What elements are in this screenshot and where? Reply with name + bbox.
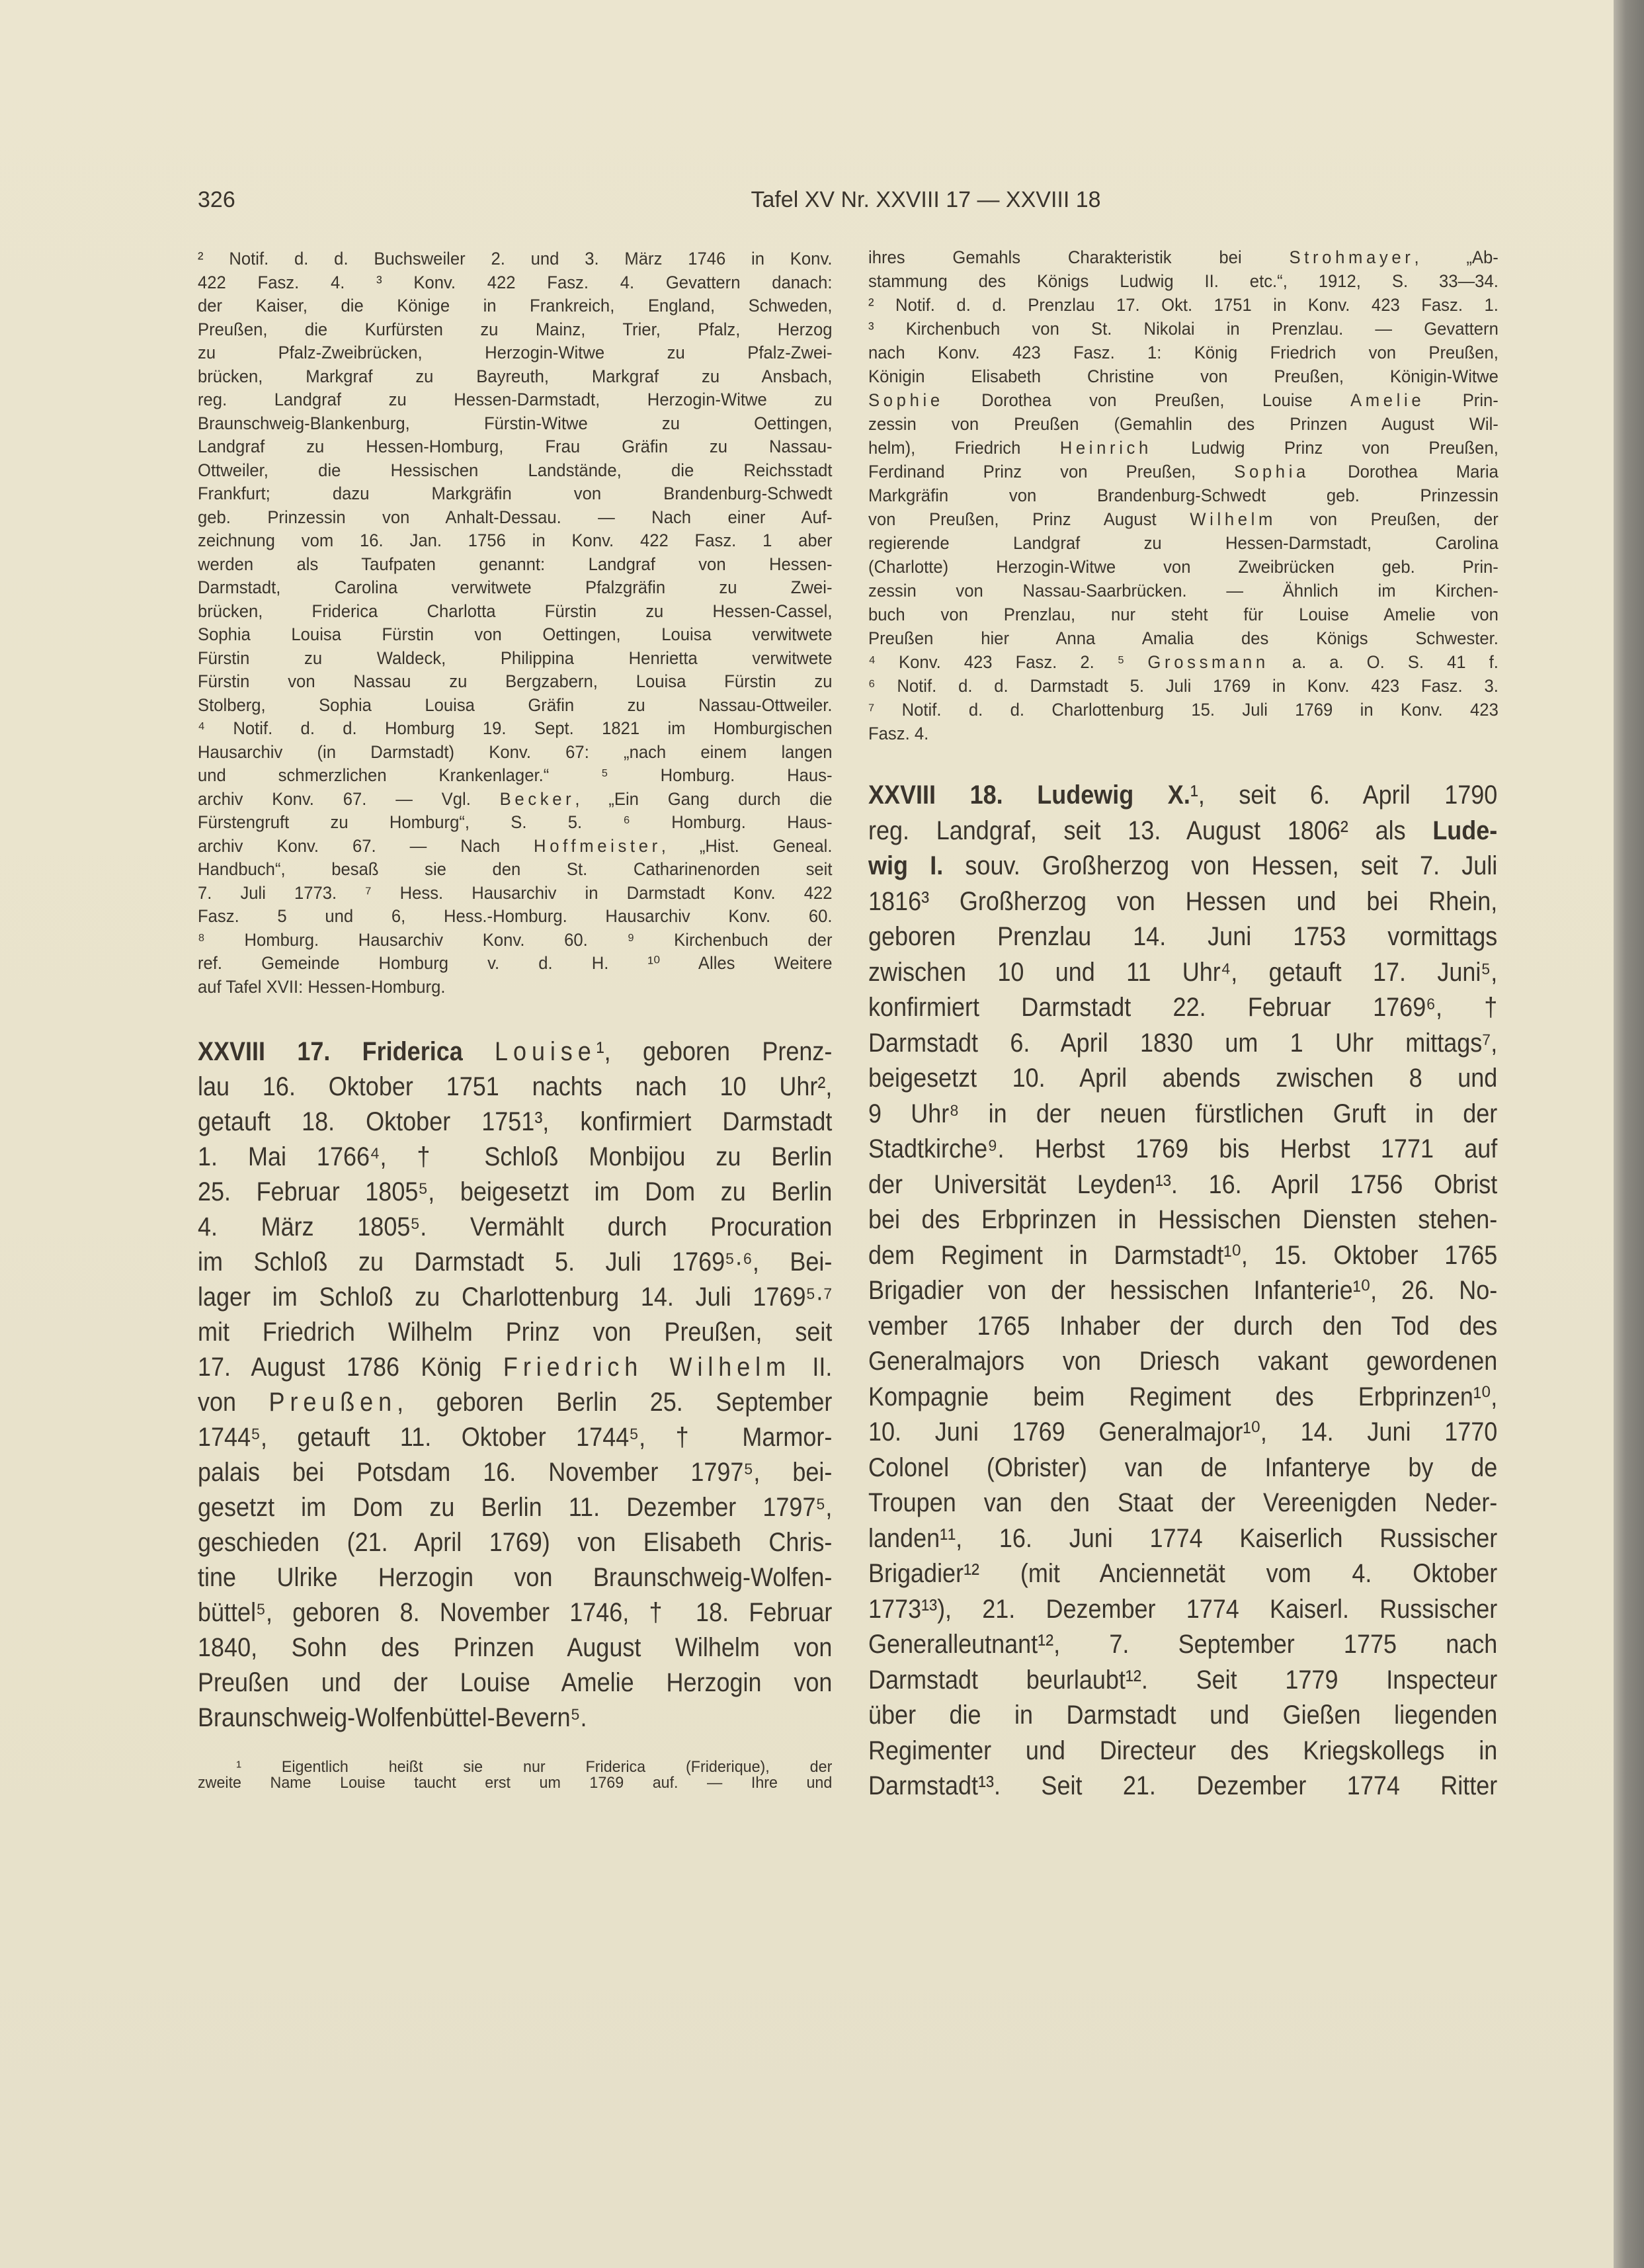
text-line: regierende Landgraf zu Hessen-Darmstadt, Carolina — [868, 533, 1499, 553]
text-run: ¹, geboren Prenz- — [596, 1037, 833, 1066]
text-line: Darmstadt, Carolina verwitwete Pfalzgräfin zu Zwei- — [198, 577, 833, 597]
entry-xxviii-17-footnote — [198, 1759, 852, 1791]
text-line — [868, 650, 1499, 674]
text-line: ² Notif. d. d. Prenzlau 17. Okt. 1751 in Konv. 423 Fasz. 1. — [868, 295, 1499, 315]
text-line — [868, 388, 1499, 412]
text-line: getauft 18. Oktober 1751³, konfirmiert Darmstadt — [198, 1107, 833, 1136]
text-line: Brigadier von der hessischen Infanterie¹⁰, 26. No- — [868, 1276, 1498, 1305]
text-line: zessin von Preußen (Gemahlin des Prinzen August Wil- — [868, 414, 1499, 434]
text-line — [868, 436, 1499, 460]
text-line: Stadtkirche⁹. Herbst 1769 bis Herbst 1771 auf — [868, 1134, 1498, 1163]
text-line — [868, 245, 1499, 269]
text-line: Colonel (Obrister) van de Infanterye by de — [868, 1452, 1498, 1482]
text-line: Hausarchiv (in Darmstadt) Konv. 67: „nach einem langen — [198, 741, 833, 762]
text-line: Preußen, die Kurfürsten zu Mainz, Trier, Pfalz, Herzog — [198, 319, 833, 339]
text-line: Handbuch“, besaß sie den St. Catharinenorden seit — [198, 859, 833, 879]
text-line: vember 1765 Inhaber der durch den Tod des — [868, 1311, 1498, 1341]
text-line: der Universität Leyden¹³. 16. April 1756 Obrist — [868, 1169, 1498, 1199]
text-line: geb. Prinzessin von Anhalt-Dessau. — Nach einer Auf- — [198, 507, 833, 527]
text-line: bei des Erbprinzen in Hessischen Diensten stehen- — [868, 1205, 1498, 1234]
text-line: dem Regiment in Darmstadt¹⁰, 15. Oktober 1765 — [868, 1240, 1498, 1270]
text-line — [198, 835, 833, 859]
text-line: Fürstin von Nassau zu Bergzabern, Louisa Fürstin zu — [198, 671, 833, 691]
text-line: und schmerzlichen Krankenlager.“ ⁵ Homburg. Haus- — [198, 765, 833, 785]
text-line: Generalleutnant¹², 7. September 1775 nach — [868, 1630, 1498, 1659]
text-line: palais bei Potsdam 16. November 1797⁵, bei- — [198, 1458, 833, 1487]
text-line: geschieden (21. April 1769) von Elisabeth Chris- — [198, 1528, 833, 1557]
text-run: , „Hist. Geneal. — [661, 835, 833, 856]
letterspaced-name: Becker — [499, 788, 575, 809]
text-run: 17. August 1786 König — [198, 1353, 503, 1382]
text-line: Königin Elisabeth Christine von Preußen, Königin-Witwe — [868, 366, 1499, 386]
running-title: Tafel XV Nr. XXVIII 17 — XXVIII 18 — [751, 187, 1101, 212]
text-line: brücken, Friderica Charlotta Fürstin zu Hessen-Cassel, — [198, 601, 833, 621]
bold-heading-text: Friderica — [362, 1037, 495, 1066]
text-line: 1. Mai 1766⁴, † Schloß Monbijou zu Berlin — [198, 1142, 833, 1171]
text-line: 9 Uhr⁸ in der neuen fürstlichen Gruft in der — [868, 1099, 1498, 1128]
bold-heading-text: XXVIII 18. — [868, 780, 1038, 810]
text-run: von Preußen, der — [1276, 509, 1499, 529]
page-number: 326 — [198, 187, 235, 212]
text-line: Kompagnie beim Regiment des Erbprinzen¹⁰, — [868, 1382, 1498, 1411]
text-line — [198, 1034, 832, 1070]
text-line: buch von Prenzlau, nur steht für Louise Amelie von — [868, 605, 1499, 624]
text-line: 25. Februar 1805⁵, beigesetzt im Dom zu Berlin — [198, 1177, 833, 1206]
text-line — [868, 814, 1497, 849]
text-line: 7. Juli 1773. ⁷ Hess. Hausarchiv in Darmstadt Konv. 422 — [198, 882, 833, 903]
text-line: der Kaiser, die Könige in Frankreich, England, Schweden, — [198, 296, 833, 315]
text-line: Generalmajors von Driesch vakant gewordenen — [868, 1347, 1498, 1376]
text-line: zu Pfalz-Zweibrücken, Herzogin-Witwe zu Pfalz-Zwei- — [198, 343, 833, 362]
text-line: ref. Gemeinde Homburg v. d. H. ¹⁰ Alles Weitere — [198, 953, 833, 973]
text-line: Landgraf zu Hessen-Homburg, Frau Gräfin zu Nassau- — [198, 437, 833, 456]
text-line — [198, 788, 833, 812]
text-line: Fasz. 5 und 6, Hess.-Homburg. Hausarchiv Konv. 60. — [198, 906, 833, 926]
letterspaced-name: Hoffmeister — [534, 835, 661, 856]
text-line: Troupen van den Staat der Vereenigden Neder- — [868, 1488, 1498, 1517]
text-line: tine Ulrike Herzogin von Braunschweig-Wolfen- — [198, 1563, 833, 1592]
text-line: Regimenter und Directeur des Kriegskollegs in — [868, 1736, 1498, 1765]
text-line: geboren Prenzlau 14. Juni 1753 vormittags — [868, 922, 1498, 951]
letterspaced-name: Wilhelm — [1190, 509, 1277, 529]
text-line: 1744⁵, getauft 11. Oktober 1744⁵, † Marmor- — [198, 1423, 833, 1452]
text-run: , „Ab- — [1414, 247, 1499, 267]
text-run: Ludwig Prinz von Preußen, — [1151, 438, 1499, 458]
text-line: Markgräfin von Brandenburg-Schwedt geb. Prinzessin — [868, 485, 1499, 505]
letterspaced-name: Amelie — [1350, 390, 1425, 410]
text-line: ⁶ Notif. d. d. Darmstadt 5. Juli 1769 in Konv. 423 Fasz. 3. — [868, 676, 1499, 696]
text-run: archiv Konv. 67. — Nach — [198, 835, 534, 856]
text-line — [198, 1385, 832, 1420]
text-line: Preußen hier Anna Amalia des Königs Schwester. — [868, 628, 1499, 648]
text-line: Braunschweig-Blankenburg, Fürstin-Witwe zu Oettingen, — [198, 413, 833, 433]
text-run: Dorothea Maria — [1309, 462, 1499, 482]
text-line: reg. Landgraf zu Hessen-Darmstadt, Herzogin-Witwe zu — [198, 390, 833, 409]
text-line: zweite Name Louise taucht erst um 1769 auf. — Ihre und — [198, 1774, 833, 1792]
entry-xxviii-17 — [198, 1034, 903, 1736]
text-line: ⁴ Notif. d. d. Homburg 19. Sept. 1821 im Homburgischen — [198, 718, 833, 738]
letterspaced-name: Grossmann — [1147, 652, 1269, 672]
text-line: Fürstengruft zu Homburg“, S. 5. ⁶ Homburg. Haus- — [198, 812, 833, 832]
text-line: büttel⁵, geboren 8. November 1746, † 18. Februar — [198, 1598, 833, 1627]
text-line: Darmstadt¹³. Seit 21. Dezember 1774 Ritter — [868, 1771, 1498, 1800]
text-line — [198, 1350, 832, 1385]
text-run: von — [198, 1388, 269, 1417]
text-line: Preußen und der Louise Amelie Herzogin von — [198, 1668, 833, 1697]
text-line: Stolberg, Sophia Louisa Gräfin zu Nassau-Ottweiler. — [198, 694, 833, 715]
text-line: Ottweiler, die Hessischen Landstände, die Reichsstadt — [198, 460, 833, 480]
scanner-edge — [1614, 0, 1644, 2268]
text-line: mit Friedrich Wilhelm Prinz von Preußen, seit — [198, 1318, 833, 1347]
bold-heading-text: Lude- — [1432, 816, 1498, 845]
text-run: reg. Landgraf, seit 13. August 1806² als — [868, 816, 1433, 845]
text-line: Frankfurt; dazu Markgräfin von Brandenburg-Schwedt — [198, 483, 833, 503]
text-run: ihres Gemahls Charakteristik bei — [868, 247, 1290, 267]
bold-heading-text: XXVIII 17. — [198, 1037, 362, 1066]
text-line: werden als Taufpaten genannt: Landgraf von Hessen- — [198, 554, 833, 574]
text-run: von Preußen, Prinz August — [868, 509, 1190, 529]
text-line: 10. Juni 1769 Generalmajor¹⁰, 14. Juni 1770 — [868, 1417, 1498, 1447]
bold-heading-text: wig I. — [868, 851, 944, 880]
text-line: stammung des Königs Ludwig II. etc.“, 1912, S. 33—34. — [868, 271, 1499, 291]
bold-heading-text: Ludewig X. — [1037, 780, 1190, 810]
text-line: 1816³ Großherzog von Hessen und bei Rhein, — [868, 886, 1498, 916]
text-line: zwischen 10 und 11 Uhr⁴, getauft 17. Juni⁵, — [868, 957, 1498, 987]
text-line: ³ Kirchenbuch von St. Nikolai in Prenzlau. — Gevattern — [868, 319, 1499, 339]
text-line: Fürstin zu Waldeck, Philippina Henrietta verwitwete — [198, 648, 833, 668]
text-run: ¹, seit 6. April 1790 — [1190, 780, 1498, 810]
text-line: Darmstadt beurlaubt¹². Seit 1779 Inspecteur — [868, 1665, 1498, 1695]
text-line: zessin von Nassau-Saarbrücken. — Ähnlich im Kirchen- — [868, 581, 1499, 601]
text-run: Dorothea von Preußen, Louise — [943, 390, 1350, 410]
text-line: lager im Schloß zu Charlottenburg 14. Juli 1769⁵·⁷ — [198, 1282, 833, 1312]
letterspaced-name: Sophia — [1234, 462, 1309, 482]
letterspaced-name: Louise — [495, 1037, 596, 1066]
text-line: 1773¹³), 21. Dezember 1774 Kaiserl. Russischer — [868, 1594, 1498, 1624]
text-line: zeichnung vom 16. Jan. 1756 in Konv. 422 Fasz. 1 aber — [198, 530, 833, 550]
entry-xxviii-18 — [868, 778, 1567, 1804]
letterspaced-name: Friedrich Wilhelm — [503, 1353, 791, 1382]
text-line — [868, 778, 1497, 814]
letterspaced-name: Strohmayer — [1289, 247, 1415, 267]
text-line: landen¹¹, 16. Juni 1774 Kaiserlich Russischer — [868, 1523, 1498, 1553]
text-line — [868, 460, 1499, 483]
text-line: über die in Darmstadt und Gießen liegenden — [868, 1701, 1498, 1730]
text-line: ¹ Eigentlich heißt sie nur Friderica (Friderique), der — [236, 1758, 833, 1776]
text-line: im Schloß zu Darmstadt 5. Juli 1769⁵·⁶, Bei- — [198, 1247, 833, 1277]
text-run: , „Ein Gang durch die — [575, 788, 833, 809]
letterspaced-name: Heinrich — [1059, 438, 1152, 458]
text-run: a. a. O. S. 41 f. — [1268, 652, 1499, 672]
text-line: Brigadier¹² (mit Anciennetät vom 4. Oktober — [868, 1559, 1498, 1588]
text-run: souv. Großherzog von Hessen, seit 7. Juli — [943, 851, 1498, 880]
text-line: nach Konv. 423 Fasz. 1: König Friedrich von Preußen, — [868, 343, 1499, 362]
text-line: lau 16. Oktober 1751 nachts nach 10 Uhr², — [198, 1072, 833, 1101]
text-line — [868, 849, 1497, 884]
text-line: 4. März 1805⁵. Vermählt durch Procuration — [198, 1212, 833, 1241]
text-line: konfirmiert Darmstadt 22. Februar 1769⁶, † — [868, 993, 1498, 1022]
text-line: brücken, Markgraf zu Bayreuth, Markgraf zu Ansbach, — [198, 366, 833, 386]
text-line: Sophia Louisa Fürstin von Oettingen, Louisa verwitwete — [198, 624, 833, 644]
text-line: Fasz. 4. — [868, 724, 929, 743]
text-run: Ferdinand Prinz von Preußen, — [868, 462, 1235, 482]
text-line: Darmstadt 6. April 1830 um 1 Uhr mittags⁷, — [868, 1028, 1498, 1058]
text-line: ⁸ Homburg. Hausarchiv Konv. 60. ⁹ Kirchenbuch der — [198, 929, 833, 950]
text-line: ⁷ Notif. d. d. Charlottenburg 15. Juli 1769 in Konv. 423 — [868, 700, 1499, 720]
text-run: , geboren Berlin 25. September — [397, 1388, 833, 1417]
text-run: ⁴ Konv. 423 Fasz. 2. ⁵ — [868, 652, 1148, 672]
right-footnotes-continued — [868, 245, 1532, 745]
text-line: Braunschweig-Wolfenbüttel-Bevern⁵. — [198, 1703, 587, 1732]
text-line: gesetzt im Dom zu Berlin 11. Dezember 1797⁵, — [198, 1493, 833, 1522]
text-run: archiv Konv. 67. — Vgl. — [198, 788, 500, 809]
letterspaced-name: Preußen — [268, 1388, 397, 1417]
text-line: auf Tafel XVII: Hessen-Homburg. — [198, 976, 446, 997]
text-line: beigesetzt 10. April abends zwischen 8 und — [868, 1064, 1498, 1093]
text-line — [868, 507, 1499, 531]
text-run: helm), Friedrich — [868, 438, 1060, 458]
left-footnotes-continued — [198, 247, 866, 999]
letterspaced-name: Sophie — [868, 390, 944, 410]
text-line: 422 Fasz. 4. ³ Konv. 422 Fasz. 4. Gevattern danach: — [198, 272, 833, 292]
text-line: ² Notif. d. d. Buchsweiler 2. und 3. März 1746 in Konv. — [198, 249, 833, 269]
text-run: II. — [790, 1353, 833, 1382]
text-line: 1840, Sohn des Prinzen August Wilhelm von — [198, 1633, 833, 1662]
text-line: (Charlotte) Herzogin-Witwe von Zweibrücken geb. Prin- — [868, 557, 1499, 577]
text-run: Prin- — [1424, 390, 1499, 410]
